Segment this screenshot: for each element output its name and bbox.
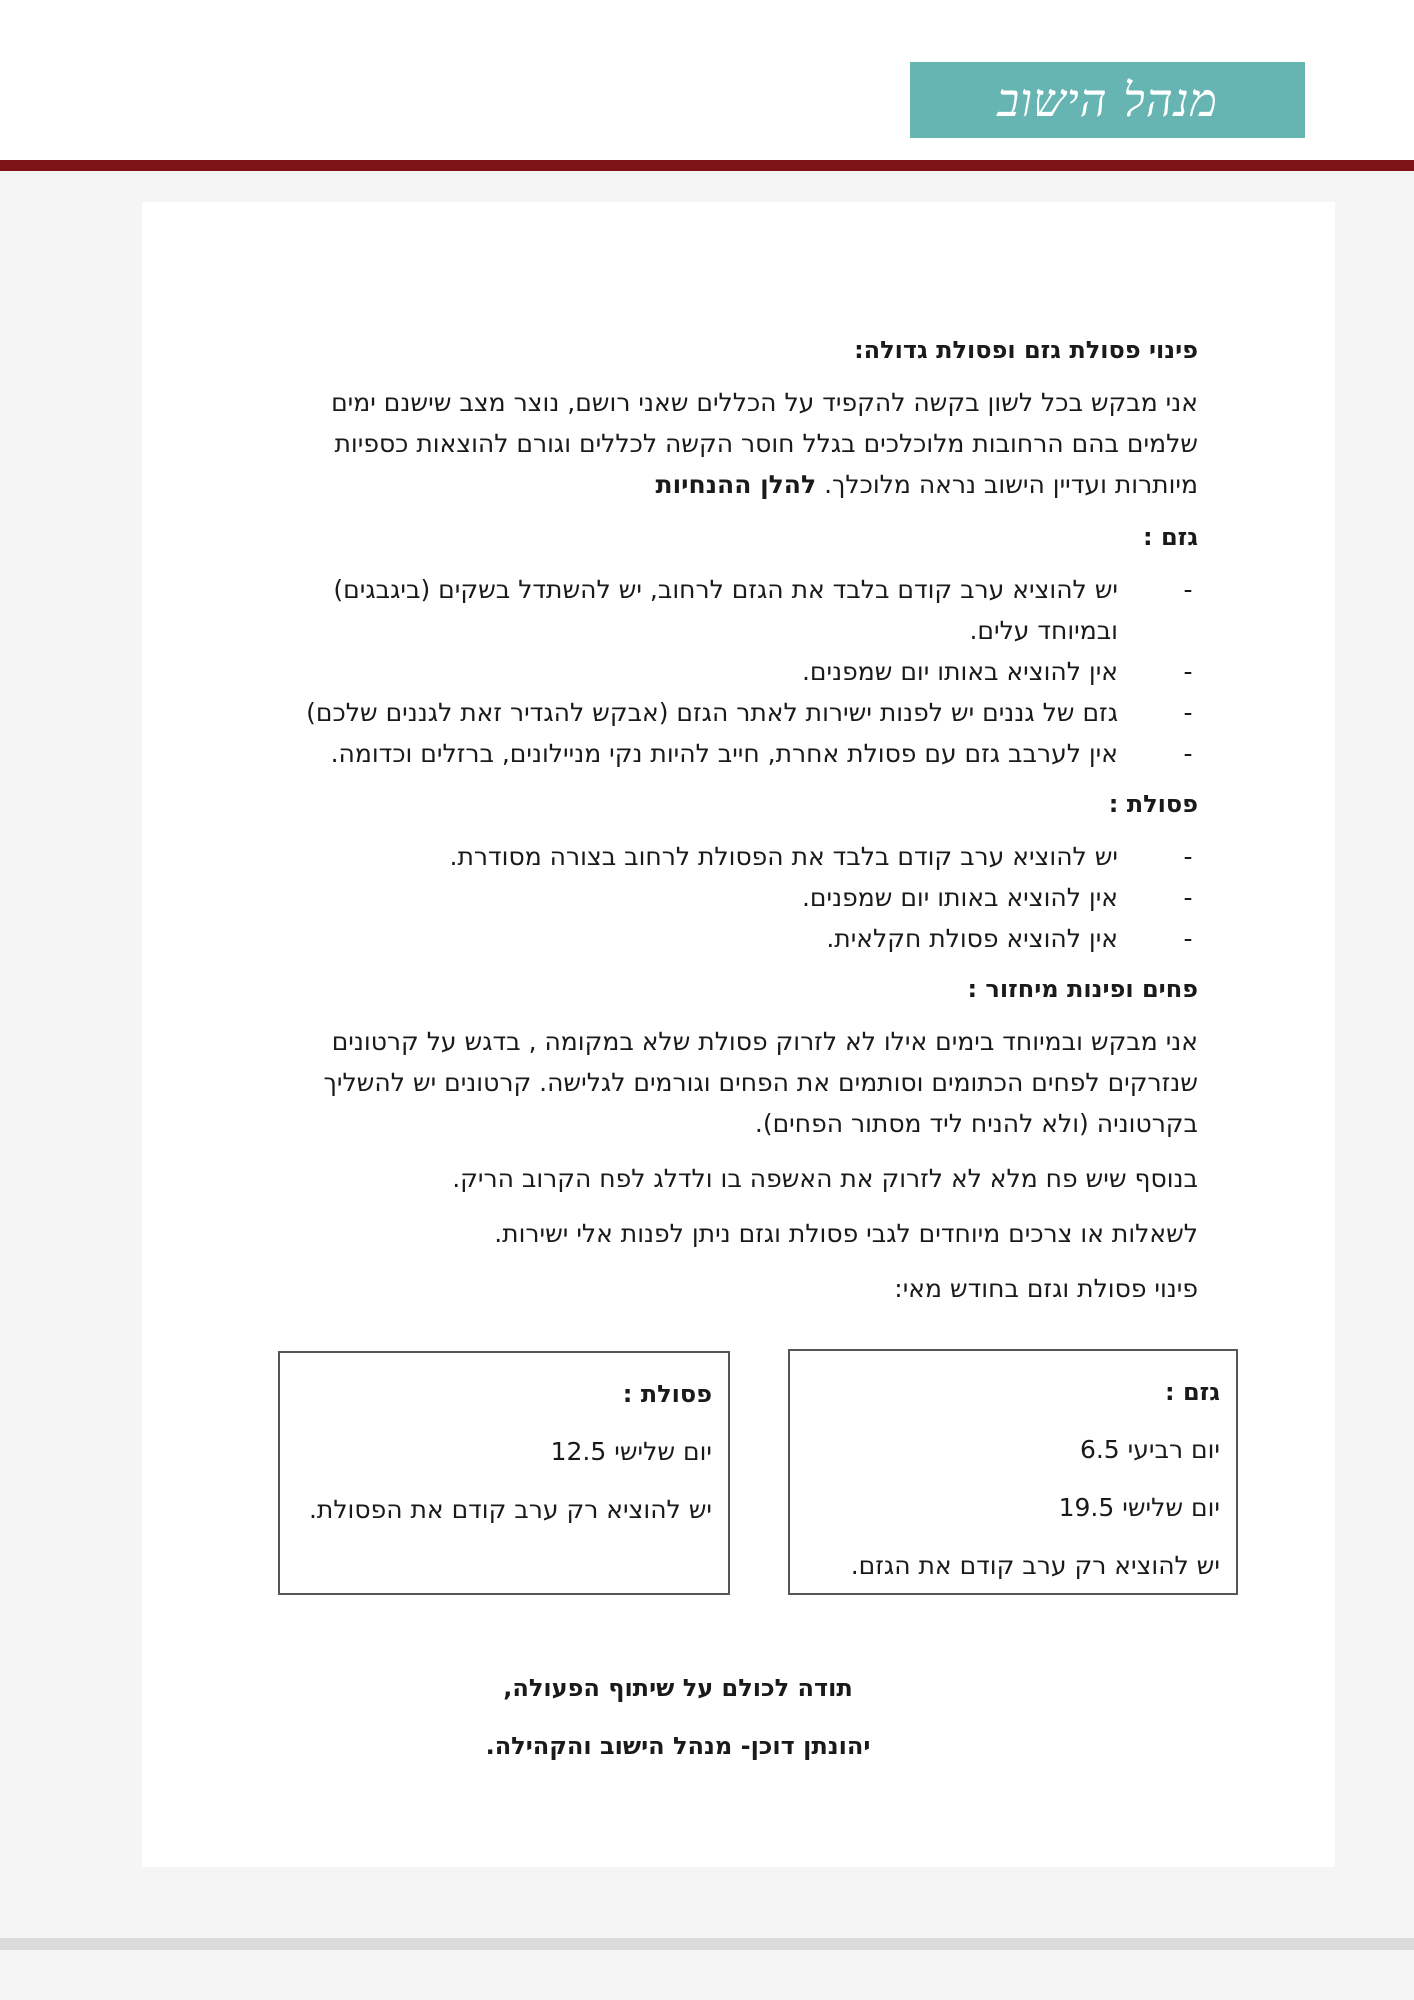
pachim-paragraph-1: אני מבקש ובמיוחד בימים אילו לא לזרוק פסולת שלא במקומה , בדגש על קרטונים שנזרקים לפחים הכתומים וסותמים את הפחים וגורמים לגלישה. קרטונים יש להשליך בקרטוניה (ולא להניח ליד מסתור הפחים).: [323, 1027, 1198, 1138]
list-item: [278, 877, 1198, 918]
document-content: [278, 332, 1220, 1775]
schedule-boxes: [278, 1349, 1220, 1599]
pachim-paragraph-4: פינוי פסולת וגזם בחודש מאי:: [894, 1274, 1198, 1303]
list-item-text: גזם של גננים יש לפנות ישירות לאתר הגזם (אבקש להגדיר זאת לגננים שלכם): [306, 698, 1118, 727]
list-item: [278, 651, 1198, 692]
gazam-box-date-2: יום שלישי 19.5: [1058, 1493, 1220, 1522]
closing-thanks: תודה לכולם על שיתוף הפעולה,: [503, 1674, 853, 1702]
main-heading: פינוי פסולת גזם ופסולת גדולה:: [854, 336, 1198, 364]
list-item-text: אין להוציא באותו יום שמפנים.: [801, 657, 1118, 686]
list-item: [278, 918, 1198, 959]
pachim-paragraph-3: לשאלות או צרכים מיוחדים לגבי פסולת וגזם ניתן לפנות אלי ישירות.: [494, 1219, 1198, 1248]
gazam-box-note: יש להוציא רק ערב קודם את הגזם.: [850, 1551, 1220, 1580]
dash-bullet: -: [1183, 575, 1193, 604]
pachim-paragraph-2: בנוסף שיש פח מלא לא לזרוק את האשפה בו ולדלג לפח הקרוב הריק.: [452, 1164, 1198, 1193]
header-divider: [0, 160, 1414, 171]
dash-bullet: -: [1183, 842, 1193, 871]
document-page: [142, 202, 1335, 1867]
psolet-box-note: יש להוציא רק ערב קודם את הפסולת.: [308, 1495, 712, 1524]
dash-bullet: -: [1183, 924, 1193, 953]
psolet-section-title: פסולת :: [1108, 790, 1198, 818]
pachim-section-title: פחים ופינות מיחזור :: [967, 975, 1198, 1003]
dash-bullet: -: [1183, 883, 1193, 912]
gazam-schedule-box: [788, 1349, 1238, 1595]
gazam-box-title: גזם :: [1165, 1378, 1220, 1406]
dash-bullet: -: [1183, 698, 1193, 727]
list-item: [278, 733, 1198, 774]
list-item-text: אין להוציא באותו יום שמפנים.: [801, 883, 1118, 912]
dash-bullet: -: [1183, 739, 1193, 768]
list-item-text: יש להוציא ערב קודם בלבד את הגזם לרחוב, יש להשתדל בשקים (ביגבגים) ובמיוחד עלים.: [333, 575, 1118, 645]
psolet-schedule-box: [278, 1351, 730, 1595]
list-item-text: אין לערבב גזם עם פסולת אחרת, חייב להיות נקי מניילונים, ברזלים וכדומה.: [330, 739, 1118, 768]
closing-block: [278, 1659, 1078, 1775]
psolet-box-date-1: יום שלישי 12.5: [550, 1437, 712, 1466]
intro-paragraph: [278, 382, 1198, 505]
gazam-rules-list: [278, 569, 1198, 774]
list-item: [278, 836, 1198, 877]
list-item: [278, 692, 1198, 733]
closing-signature: יהונתן דוכן- מנהל הישוב והקהילה.: [485, 1732, 871, 1760]
gazam-box-date-1: יום רביעי 6.5: [1079, 1435, 1220, 1464]
gazam-section-title: גזם :: [1143, 523, 1198, 551]
dash-bullet: -: [1183, 657, 1193, 686]
psolet-rules-list: [278, 836, 1198, 959]
list-item-text: אין להוציא פסולת חקלאית.: [826, 924, 1118, 953]
page-bottom-edge: [0, 1938, 1414, 1950]
list-item: [278, 569, 1198, 651]
psolet-box-title: פסולת :: [622, 1380, 712, 1408]
list-item-text: יש להוציא ערב קודם בלבד את הפסולת לרחוב בצורה מסודרת.: [449, 842, 1118, 871]
intro-text: אני מבקש בכל לשון בקשה להקפיד על הכללים שאני רושם, נוצר מצב שישנם ימים שלמים בהם הרחובות מלוכלכים בגלל חוסר הקשה לכללים וגורם להוצאות כספיות מיותרות ועדיין הישוב נראה מלוכלך.: [331, 388, 1198, 499]
intro-bold-text: להלן ההנחיות: [655, 470, 817, 499]
header-badge: מנהל הישוב: [910, 62, 1305, 138]
